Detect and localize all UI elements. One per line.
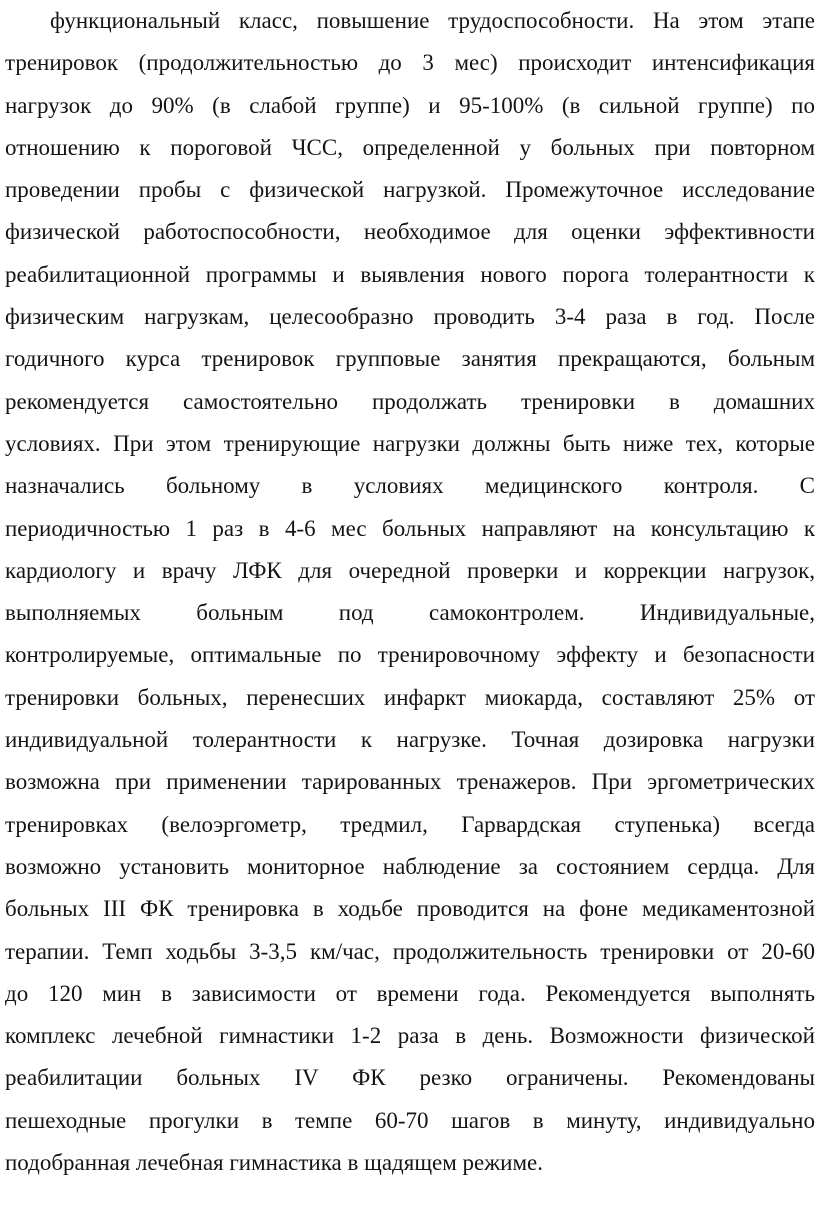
text-line: возможно установить мониторное наблюдение за состоянием сердца. Для (5, 853, 815, 879)
text-line: проведении пробы с физической нагрузкой. Промежуточное исследование (5, 177, 815, 203)
text-line: функциональный класс, повышение трудоспособности. На этом этапе (50, 8, 815, 33)
body-paragraph (5, 0, 815, 1184)
text-line: нагрузок до 90% (в слабой группе) и 95-100% (в сильной группе) по (5, 92, 815, 118)
text-line: назначались больному в условиях медицинского контроля. С (5, 473, 815, 499)
text-line: тренировки больных, перенесших инфаркт миокарда, составляют 25% от (5, 684, 815, 710)
text-line: физическим нагрузкам, целесообразно проводить 3-4 раза в год. После (5, 304, 815, 330)
text-line: до 120 мин в зависимости от времени года. Рекомендуется выполнять (5, 980, 815, 1006)
text-line: контролируемые, оптимальные по тренировочному эффекту и безопасности (5, 642, 815, 668)
text-line: годичного курса тренировок групповые занятия прекращаются, больным (5, 346, 815, 372)
text-line: реабилитации больных IV ФК резко ограничены. Рекомендованы (5, 1065, 815, 1091)
text-line: реабилитационной программы и выявления нового порога толерантности к (5, 261, 815, 287)
text-line: периодичностью 1 раз в 4-6 мес больных направляют на консультацию к (5, 515, 815, 541)
text-line: рекомендуется самостоятельно продолжать тренировки в домашних (5, 388, 815, 414)
text-line: комплекс лечебной гимнастики 1-2 раза в день. Возможности физической (5, 1023, 815, 1049)
document-page (5, 0, 815, 1184)
text-line: тренировок (продолжительностью до 3 мес) происходит интенсификация (5, 50, 815, 76)
text-line: подобранная лечебная гимнастика в щадящем режиме. (5, 1150, 543, 1176)
text-line: физической работоспособности, необходимое для оценки эффективности (5, 219, 815, 245)
text-line: условиях. При этом тренирующие нагрузки должны быть ниже тех, которые (5, 430, 815, 456)
text-line: кардиологу и врачу ЛФК для очередной проверки и коррекции нагрузок, (5, 557, 815, 583)
text-line: выполняемых больным под самоконтролем. Индивидуальные, (5, 600, 815, 626)
text-line: отношению к пороговой ЧСС, определенной у больных при повторном (5, 134, 815, 160)
text-line: тренировках (велоэргометр, тредмил, Гарвардская ступенька) всегда (5, 811, 815, 837)
text-line: терапии. Темп ходьбы 3-3,5 км/час, продолжительность тренировки от 20-60 (5, 938, 815, 964)
text-line: возможна при применении тарированных тренажеров. При эргометрических (5, 769, 815, 795)
text-line: пешеходные прогулки в темпе 60-70 шагов в минуту, индивидуально (5, 1107, 815, 1133)
text-line: больных III ФК тренировка в ходьбе проводится на фоне медикаментозной (5, 896, 815, 922)
text-line: индивидуальной толерантности к нагрузке. Точная дозировка нагрузки (5, 727, 815, 753)
